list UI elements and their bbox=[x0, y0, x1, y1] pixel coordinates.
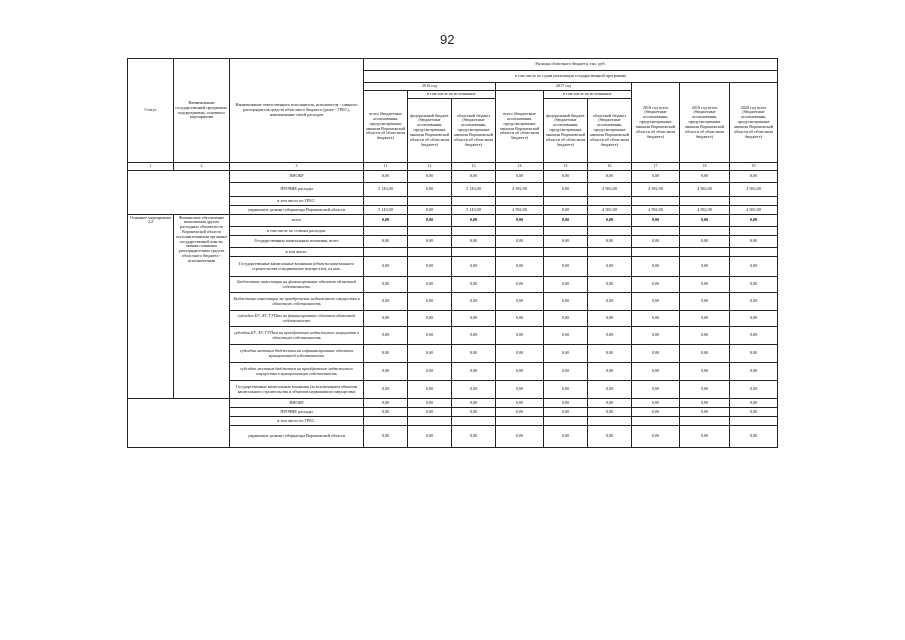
column-number: 16 bbox=[588, 163, 632, 171]
value-cell bbox=[680, 248, 730, 257]
value-cell: 0,00 bbox=[680, 327, 730, 345]
value-cell: 4 582,00 bbox=[632, 206, 680, 215]
header-col15: федеральный бюджет (бюджетные ассигнования, предусмотренные законом Воронежской области об областном бюджете) bbox=[544, 99, 588, 163]
value-cell bbox=[452, 417, 496, 426]
value-cell: 0,00 bbox=[364, 236, 408, 248]
value-cell: 0,00 bbox=[544, 277, 588, 293]
value-cell: 5 143,00 bbox=[364, 206, 408, 215]
value-cell bbox=[452, 197, 496, 206]
value-cell: 0,00 bbox=[364, 171, 408, 183]
value-cell: 0,00 bbox=[632, 293, 680, 311]
value-cell bbox=[588, 417, 632, 426]
value-cell: 0,00 bbox=[730, 215, 778, 227]
header-col17: 2018 год всего (бюджетные ассигнования, предусмотренные законом Воронежской области об областном бюджете) bbox=[632, 83, 680, 163]
value-cell: 5 143,00 bbox=[452, 183, 496, 197]
value-cell: 0,00 bbox=[544, 236, 588, 248]
value-cell: 0,00 bbox=[452, 171, 496, 183]
value-cell: 4 582,00 bbox=[496, 183, 544, 197]
value-cell: 0,00 bbox=[544, 293, 588, 311]
value-cell bbox=[408, 227, 452, 236]
row-label: Бюджетные инвестиции на приобретение недвижимого имущества в областную собственность bbox=[230, 293, 364, 311]
header-col13: областной бюджет (бюджетные ассигнования, предусмотренные законом Воронежской области об областном бюджете) bbox=[452, 99, 496, 163]
column-number: 19 bbox=[730, 163, 778, 171]
value-cell: 0,00 bbox=[632, 363, 680, 381]
row-label: субсидии БУ, АУ, ГУПам на приобретение недвижимого имущества в областную собственность bbox=[230, 327, 364, 345]
value-cell bbox=[588, 227, 632, 236]
table-header bbox=[128, 59, 778, 171]
row-label: в том числе: bbox=[230, 248, 364, 257]
value-cell: 0,00 bbox=[496, 215, 544, 227]
value-cell bbox=[544, 417, 588, 426]
value-cell: 0,00 bbox=[588, 426, 632, 448]
value-cell: 0,00 bbox=[632, 311, 680, 327]
value-cell bbox=[452, 227, 496, 236]
value-cell: 0,00 bbox=[496, 408, 544, 417]
value-cell: 0,00 bbox=[452, 345, 496, 363]
value-cell bbox=[544, 227, 588, 236]
value-cell: 0,00 bbox=[452, 277, 496, 293]
value-cell: 0,00 bbox=[408, 277, 452, 293]
row-label: в том числе по ГРБС: bbox=[230, 417, 364, 426]
value-cell bbox=[496, 197, 544, 206]
value-cell: 0,00 bbox=[364, 257, 408, 277]
value-cell: 0,00 bbox=[680, 257, 730, 277]
value-cell bbox=[730, 248, 778, 257]
value-cell: 0,00 bbox=[730, 257, 778, 277]
column-number: 1 bbox=[128, 163, 174, 171]
value-cell: 0,00 bbox=[496, 363, 544, 381]
value-cell bbox=[364, 248, 408, 257]
value-cell bbox=[680, 227, 730, 236]
value-cell bbox=[408, 417, 452, 426]
value-cell: 0,00 bbox=[544, 381, 588, 399]
value-cell: 0,00 bbox=[496, 311, 544, 327]
value-cell: 0,00 bbox=[364, 215, 408, 227]
value-cell: 0,00 bbox=[544, 171, 588, 183]
value-cell: 0,00 bbox=[680, 426, 730, 448]
value-cell: 0,00 bbox=[452, 363, 496, 381]
value-cell: 0,00 bbox=[452, 408, 496, 417]
value-cell bbox=[632, 248, 680, 257]
value-cell: 0,00 bbox=[730, 311, 778, 327]
value-cell: 0,00 bbox=[730, 277, 778, 293]
value-cell bbox=[364, 197, 408, 206]
value-cell bbox=[730, 417, 778, 426]
value-cell: 0,00 bbox=[730, 293, 778, 311]
column-number: 17 bbox=[632, 163, 680, 171]
value-cell: 0,00 bbox=[680, 381, 730, 399]
value-cell: 0,00 bbox=[632, 345, 680, 363]
value-cell: 0,00 bbox=[730, 408, 778, 417]
value-cell: 0,00 bbox=[680, 345, 730, 363]
row-label: Государственные капитальные вложения (объекты капитального строительства и недвижимое имущество), из них: bbox=[230, 257, 364, 277]
value-cell: 0,00 bbox=[588, 327, 632, 345]
header-executor: Наименование ответственного исполнителя, исполнителя - главного распорядителя средств областного бюджета (далее - ГРБС), наименование своей расходов bbox=[230, 59, 364, 163]
value-cell: 0,00 bbox=[408, 206, 452, 215]
header-col12: федеральный бюджет (бюджетные ассигнования, предусмотренные законом Воронежской области об областном бюджете) bbox=[408, 99, 452, 163]
value-cell: 0,00 bbox=[364, 399, 408, 408]
value-cell: 0,00 bbox=[452, 399, 496, 408]
value-cell: 0,00 bbox=[544, 215, 588, 227]
table-row bbox=[128, 215, 778, 227]
measure-status: Основное мероприятие 2.2 bbox=[128, 215, 174, 399]
value-cell: 0,00 bbox=[496, 293, 544, 311]
header-col14: всего (бюджетные ассигнования, предусмотренные законом Воронежской области об областном бюджете) bbox=[496, 91, 544, 163]
value-cell: 0,00 bbox=[730, 363, 778, 381]
row-label: ПНОКР bbox=[230, 399, 364, 408]
value-cell: 0,00 bbox=[364, 345, 408, 363]
value-cell: 0,00 bbox=[544, 345, 588, 363]
value-cell: 0,00 bbox=[632, 399, 680, 408]
value-cell: 0,00 bbox=[452, 327, 496, 345]
value-cell: 0,00 bbox=[588, 345, 632, 363]
value-cell: 0,00 bbox=[730, 426, 778, 448]
value-cell: 0,00 bbox=[364, 408, 408, 417]
value-cell: 0,00 bbox=[452, 293, 496, 311]
value-cell: 0,00 bbox=[364, 426, 408, 448]
header-title: Расходы областного бюджета, тыс. руб. bbox=[364, 59, 778, 71]
value-cell: 0,00 bbox=[730, 399, 778, 408]
page-number: 92 bbox=[440, 32, 455, 47]
value-cell: 0,00 bbox=[408, 183, 452, 197]
value-cell: 0,00 bbox=[730, 327, 778, 345]
value-cell: 4 582,00 bbox=[680, 206, 730, 215]
value-cell: 0,00 bbox=[408, 408, 452, 417]
row-label: управление делами губернатора Воронежской области bbox=[230, 206, 364, 215]
column-number: 11 bbox=[364, 163, 408, 171]
value-cell: 0,00 bbox=[496, 345, 544, 363]
row-label: ПРОЧИЕ расходы bbox=[230, 408, 364, 417]
value-cell: 0,00 bbox=[588, 257, 632, 277]
value-cell: 0,00 bbox=[632, 236, 680, 248]
header-subtitle: в том числе по годам реализации государственной программы bbox=[364, 71, 778, 83]
value-cell: 0,00 bbox=[452, 381, 496, 399]
row-label: ПРОЧИЕ расходы bbox=[230, 183, 364, 197]
row-label: субсидии местным бюджетам на приобретение недвижимого имущества в муниципальную собственность bbox=[230, 363, 364, 381]
value-cell: 0,00 bbox=[452, 257, 496, 277]
value-cell: 0,00 bbox=[408, 293, 452, 311]
value-cell: 0,00 bbox=[588, 215, 632, 227]
value-cell: 0,00 bbox=[680, 236, 730, 248]
value-cell: 0,00 bbox=[632, 327, 680, 345]
value-cell: 0,00 bbox=[408, 399, 452, 408]
table-row bbox=[128, 399, 778, 408]
row-label: Государственные капитальные вложения, всего bbox=[230, 236, 364, 248]
column-number: 2 bbox=[174, 163, 230, 171]
value-cell: 0,00 bbox=[680, 277, 730, 293]
value-cell: 0,00 bbox=[544, 257, 588, 277]
value-cell: 0,00 bbox=[544, 327, 588, 345]
row-label: субсидии БУ, АУ, ГУПам на финансирование объектов областной собственности bbox=[230, 311, 364, 327]
value-cell: 0,00 bbox=[408, 345, 452, 363]
value-cell: 0,00 bbox=[496, 171, 544, 183]
value-cell bbox=[730, 197, 778, 206]
value-cell: 0,00 bbox=[408, 171, 452, 183]
value-cell: 0,00 bbox=[680, 408, 730, 417]
value-cell: 0,00 bbox=[364, 381, 408, 399]
table-body bbox=[128, 171, 778, 448]
value-cell: 0,00 bbox=[588, 399, 632, 408]
header-col18: 2019 год всего (бюджетные ассигнования, предусмотренные законом Воронежской области об областном бюджете) bbox=[680, 83, 730, 163]
value-cell: 0,00 bbox=[588, 277, 632, 293]
value-cell: 0,00 bbox=[408, 236, 452, 248]
row-label: Бюджетные инвестиции на финансирование объектов областной собственности bbox=[230, 277, 364, 293]
value-cell: 0,00 bbox=[364, 327, 408, 345]
value-cell bbox=[452, 248, 496, 257]
value-cell: 4 582,00 bbox=[588, 206, 632, 215]
value-cell: 0,00 bbox=[544, 183, 588, 197]
column-number: 13 bbox=[452, 163, 496, 171]
value-cell bbox=[364, 417, 408, 426]
value-cell: 0,00 bbox=[364, 277, 408, 293]
value-cell: 0,00 bbox=[544, 399, 588, 408]
header-year-2017: 2017 год bbox=[496, 83, 632, 91]
value-cell: 0,00 bbox=[588, 381, 632, 399]
value-cell: 0,00 bbox=[680, 293, 730, 311]
row-label: в том числе по ГРБС: bbox=[230, 197, 364, 206]
value-cell: 0,00 bbox=[588, 311, 632, 327]
column-number-row bbox=[128, 163, 778, 171]
value-cell: 0,00 bbox=[408, 426, 452, 448]
header-col11: всего (бюджетные ассигнования, предусмотренные законом Воронежской области об областном бюджете) bbox=[364, 91, 408, 163]
value-cell: 4 582,00 bbox=[730, 183, 778, 197]
value-cell: 4 582,00 bbox=[496, 206, 544, 215]
value-cell bbox=[588, 248, 632, 257]
value-cell: 0,00 bbox=[632, 381, 680, 399]
value-cell: 0,00 bbox=[408, 381, 452, 399]
value-cell: 0,00 bbox=[364, 293, 408, 311]
value-cell: 0,00 bbox=[588, 363, 632, 381]
value-cell bbox=[632, 197, 680, 206]
value-cell: 0,00 bbox=[364, 311, 408, 327]
value-cell: 0,00 bbox=[632, 408, 680, 417]
value-cell: 0,00 bbox=[544, 311, 588, 327]
value-cell: 0,00 bbox=[544, 206, 588, 215]
value-cell bbox=[680, 417, 730, 426]
value-cell: 0,00 bbox=[632, 426, 680, 448]
value-cell: 0,00 bbox=[408, 311, 452, 327]
column-number: 3 bbox=[230, 163, 364, 171]
budget-table bbox=[127, 58, 778, 448]
column-number: 18 bbox=[680, 163, 730, 171]
value-cell: 0,00 bbox=[730, 345, 778, 363]
value-cell bbox=[364, 227, 408, 236]
header-status: Статус bbox=[128, 59, 174, 163]
value-cell bbox=[496, 248, 544, 257]
column-number: 12 bbox=[408, 163, 452, 171]
value-cell: 0,00 bbox=[364, 363, 408, 381]
value-cell: 5 143,00 bbox=[452, 206, 496, 215]
value-cell: 4 582,00 bbox=[680, 183, 730, 197]
value-cell: 5 143,00 bbox=[364, 183, 408, 197]
value-cell: 0,00 bbox=[544, 426, 588, 448]
header-col16: областной бюджет (бюджетные ассигнования, предусмотренные законом Воронежской области об областном бюджете) bbox=[588, 99, 632, 163]
value-cell: 0,00 bbox=[496, 257, 544, 277]
value-cell bbox=[544, 197, 588, 206]
value-cell: 0,00 bbox=[680, 171, 730, 183]
header-year-2016: 2016 год bbox=[364, 83, 496, 91]
row-label: ПНОКР bbox=[230, 171, 364, 183]
header-sources-2016: в том числе по источникам: bbox=[408, 91, 496, 99]
column-number: 15 bbox=[544, 163, 588, 171]
measure-name: Финансовое обеспечение выполнения других расходных обязательств Воронежской области исполнительными органами государственной власти, иными главными распорядителями средств областного бюджета - исполнителями bbox=[174, 215, 230, 399]
value-cell: 0,00 bbox=[730, 236, 778, 248]
value-cell: 0,00 bbox=[496, 426, 544, 448]
value-cell: 0,00 bbox=[632, 257, 680, 277]
value-cell: 0,00 bbox=[588, 236, 632, 248]
row-label: в том числе по статьям расходов: bbox=[230, 227, 364, 236]
table-row bbox=[128, 171, 778, 183]
value-cell: 0,00 bbox=[496, 277, 544, 293]
value-cell bbox=[408, 197, 452, 206]
value-cell bbox=[496, 417, 544, 426]
value-cell: 4 582,00 bbox=[588, 183, 632, 197]
value-cell bbox=[680, 197, 730, 206]
value-cell: 0,00 bbox=[632, 215, 680, 227]
empty-cell bbox=[128, 399, 230, 448]
value-cell: 0,00 bbox=[408, 215, 452, 227]
column-number: 14 bbox=[496, 163, 544, 171]
value-cell: 0,00 bbox=[632, 171, 680, 183]
value-cell: 0,00 bbox=[680, 363, 730, 381]
value-cell: 0,00 bbox=[408, 257, 452, 277]
value-cell: 0,00 bbox=[452, 215, 496, 227]
value-cell bbox=[496, 227, 544, 236]
value-cell: 0,00 bbox=[544, 363, 588, 381]
value-cell bbox=[730, 227, 778, 236]
value-cell: 0,00 bbox=[680, 399, 730, 408]
header-col19: 2020 год всего (бюджетные ассигнования, предусмотренные законом Воронежской области об областном бюджете) bbox=[730, 83, 778, 163]
value-cell: 0,00 bbox=[496, 399, 544, 408]
value-cell bbox=[408, 248, 452, 257]
value-cell: 0,00 bbox=[452, 236, 496, 248]
empty-cell bbox=[128, 171, 230, 215]
row-label: субсидии местным бюджетам на софинансирование объектов муниципальной собственности bbox=[230, 345, 364, 363]
value-cell: 0,00 bbox=[452, 311, 496, 327]
value-cell: 4 582,00 bbox=[632, 183, 680, 197]
value-cell bbox=[544, 248, 588, 257]
value-cell: 0,00 bbox=[680, 215, 730, 227]
value-cell bbox=[632, 417, 680, 426]
value-cell: 0,00 bbox=[588, 171, 632, 183]
value-cell: 0,00 bbox=[452, 426, 496, 448]
row-label: Государственные капитальные вложения (за исключением объектов капитального строительства и объектов недвижимого имущества) bbox=[230, 381, 364, 399]
value-cell: 0,00 bbox=[544, 408, 588, 417]
value-cell: 0,00 bbox=[632, 277, 680, 293]
value-cell: 0,00 bbox=[588, 408, 632, 417]
value-cell: 0,00 bbox=[408, 363, 452, 381]
header-sources-2017: в том числе по источникам: bbox=[544, 91, 632, 99]
header-program-name: Наименование государственной программы, подпрограммы, основного мероприятия bbox=[174, 59, 230, 163]
value-cell: 0,00 bbox=[680, 311, 730, 327]
value-cell: 0,00 bbox=[588, 293, 632, 311]
value-cell bbox=[588, 197, 632, 206]
value-cell: 0,00 bbox=[496, 327, 544, 345]
value-cell: 0,00 bbox=[730, 171, 778, 183]
value-cell: 4 582,00 bbox=[730, 206, 778, 215]
row-label: всего bbox=[230, 215, 364, 227]
value-cell: 0,00 bbox=[496, 236, 544, 248]
value-cell: 0,00 bbox=[730, 381, 778, 399]
value-cell: 0,00 bbox=[496, 381, 544, 399]
value-cell bbox=[632, 227, 680, 236]
row-label: управление делами губернатора Воронежской области bbox=[230, 426, 364, 448]
value-cell: 0,00 bbox=[408, 327, 452, 345]
